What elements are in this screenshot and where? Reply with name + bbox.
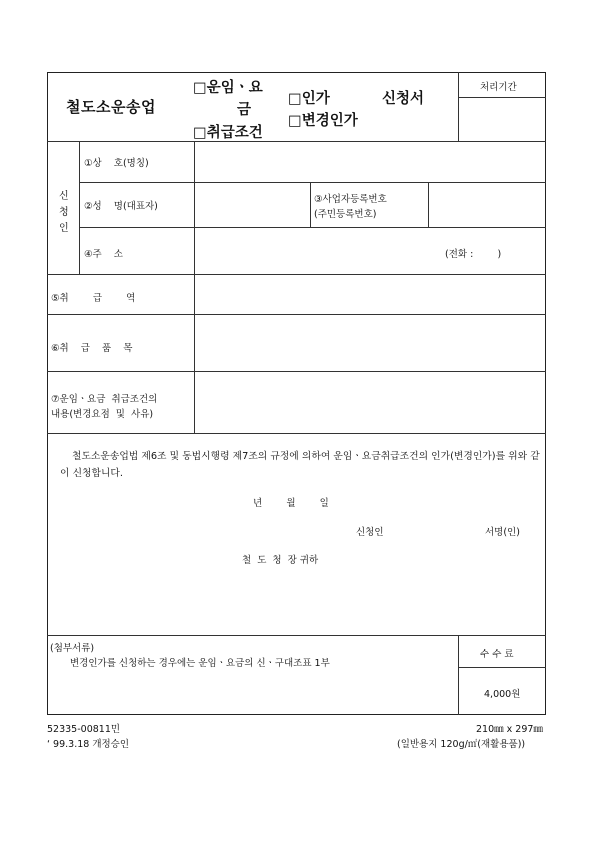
divider-fee-col [458,635,459,715]
content-label-line-1: ⑦운임ㆍ요금 취급조건의 [51,394,158,405]
title-option-fare-a: □운임ㆍ요 [193,80,263,96]
title-option-conditions: □취급조건 [193,125,263,141]
attachments-label: (첨부서류) [50,643,95,654]
registration-number-label-2: (주민등록번호) [314,209,377,220]
divider-content [47,433,546,434]
attachments-item: 변경인가를 신청하는 경우에는 운임ㆍ요금의 신ㆍ구대조표 1부 [70,658,330,669]
divider-fee [458,667,546,668]
paper-size: 210㎜ x 297㎜ [476,724,543,735]
title-option-approval: □인가 [288,91,330,107]
content-label-line-2: 내용(변경요점 및 사유) [51,409,154,420]
trade-name-field[interactable] [197,145,542,178]
divider-processing-col [458,72,459,141]
trade-name-label: ①상 호(명칭) [84,158,149,169]
handling-area-field[interactable] [197,278,542,311]
divider-regno-value-col [428,182,429,227]
address-field[interactable] [197,231,437,270]
fee-label: 수 수 료 [480,649,514,660]
fee-amount: 4,000원 [484,689,521,700]
signature-seal-label: 서명(인) [485,527,520,538]
address-label: ④주 소 [84,249,123,260]
applicant-signature-label: 신청인 [356,527,384,538]
phone-label: (전화 : ) [445,249,502,260]
form-code: 52335-00811민 [47,724,121,735]
declaration-text: 철도소운송업법 제6조 및 동법시행령 제7조의 규정에 의하여 운임ㆍ요금취급조건의 인가(변경인가)를 위와 같이 신청합니다. [60,451,540,479]
registration-number-label-1: ③사업자등록번호 [314,194,387,205]
representative-name-field[interactable] [197,186,306,223]
revision-approval: ‘ 99.3.18 개정승인 [47,739,130,750]
title-option-change-approval: □변경인가 [288,113,358,129]
handling-area-label: ⑤취 급 역 [51,293,136,304]
divider-declaration [47,635,546,636]
divider-trade-name [79,182,546,183]
form-title-business: 철도소운송업 [66,98,156,116]
applicant-label-char-3: 인 [59,223,69,234]
divider-label-col [194,141,195,433]
registration-number-field[interactable] [432,186,542,223]
representative-name-label: ②성 명(대표자) [84,201,158,212]
title-apply-suffix: 신청서 [382,91,425,107]
addressee: 철 도 청 장 귀하 [242,555,319,566]
application-date: 년 월 일 [253,498,329,509]
content-field[interactable] [197,375,542,430]
divider-header [47,141,546,142]
handling-items-field[interactable] [197,318,542,368]
paper-spec: (일반용지 120g/㎡(재활용품)) [397,739,526,750]
divider-handling-area [47,314,546,315]
title-option-fare-b: 금 [237,102,252,118]
handling-items-label: ⑥취 급 품 목 [51,343,133,354]
divider-regno-col [310,182,311,227]
processing-period-value[interactable] [462,104,542,136]
divider-handling-items [47,371,546,372]
applicant-label-char-2: 청 [59,207,69,218]
applicant-label-char-1: 신 [59,191,69,202]
processing-period-label: 처리기간 [480,82,517,93]
divider-applicant-col [79,141,80,274]
divider-processing [458,97,546,98]
divider-name [79,227,546,228]
divider-applicant [47,274,546,275]
